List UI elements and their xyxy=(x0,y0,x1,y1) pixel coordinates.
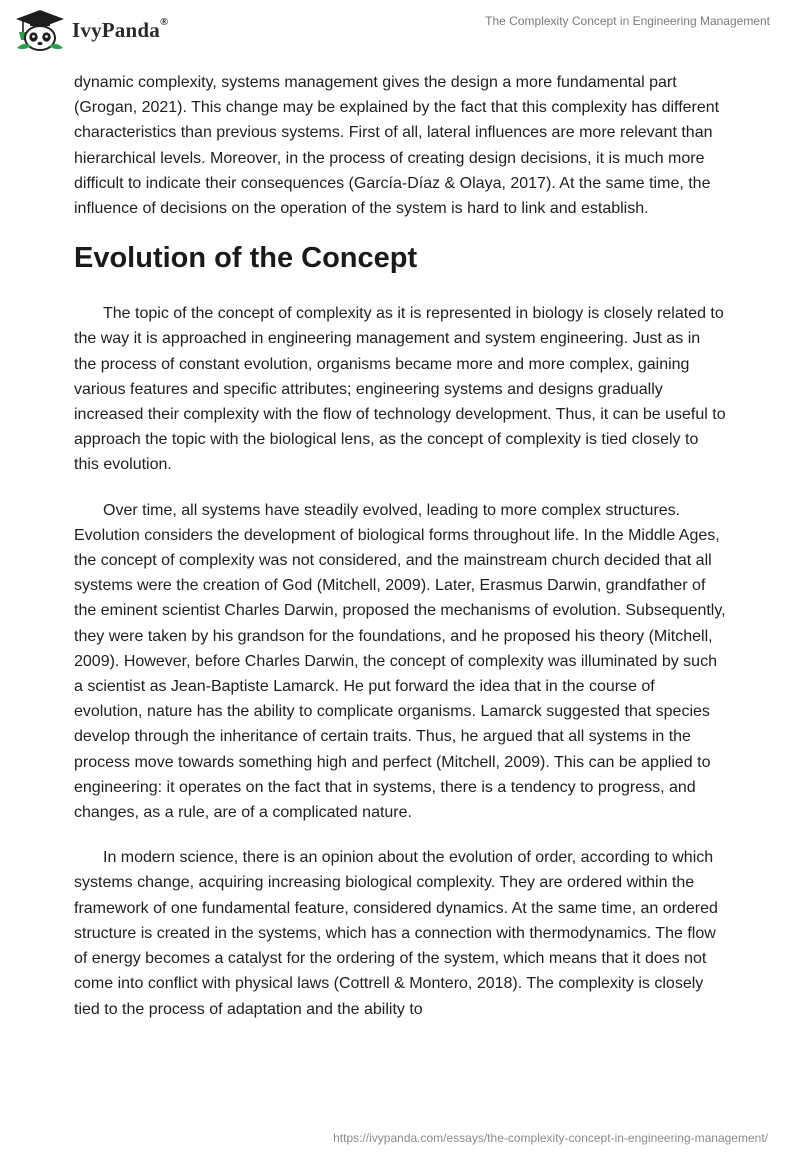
document-title: The Complexity Concept in Engineering Management xyxy=(485,14,770,28)
paragraph-1: The topic of the concept of complexity as it is represented in biology is closely related to the way it is approached in engineering management and system engineering. Just as in the process of constant evolution, organisms became more and more complex, gaining various features and specific attributes; engineering systems and designs gradually increased their complexity with the flow of technology development. Thus, it can be useful to approach the topic with the biological lens, as the concept of complexity is tied closely to this evolution. xyxy=(74,305,726,474)
panda-graduate-icon xyxy=(14,8,66,52)
essay-body xyxy=(74,70,726,1042)
source-url[interactable]: https://ivypanda.com/essays/the-complexity-concept-in-engineering-management/ xyxy=(333,1131,768,1145)
paragraph-2: Over time, all systems have steadily evolved, leading to more complex structures. Evolution considers the development of biological forms throughout life. In the Middle Ages, the concept of complexity was not considered, and the mainstream church decided that all systems were the creation of God (Mitchell, 2009). Later, Erasmus Darwin, grandfather of the eminent scientist Charles Darwin, proposed the mechanisms of evolution. Subsequently, they were taken by his grandson for the foundations, and he proposed his theory (Mitchell, 2009). However, before Charles Darwin, the concept of complexity was illuminated by such a scientist as Jean-Baptiste Lamarck. He put forward the idea that in the course of evolution, nature has the ability to complicate organisms. Lamarck suggested that species develop through the inheritance of certain traits. Thus, he argued that all systems in the process move towards something high and perfect (Mitchell, 2009). This can be applied to engineering: it operates on the fact that in systems, there is a tendency to progress, and changes, as a rule, are of a complicated nature. xyxy=(74,501,726,822)
logo-wordmark: IvyPanda® xyxy=(72,15,169,42)
section-heading: Evolution of the Concept xyxy=(74,242,418,275)
paragraph-intro: dynamic complexity, systems management gives the design a more fundamental part (Grogan, 2021). This change may be explained by the fact that this complexity has different characteristics than previous systems. First of all, lateral influences are more relevant than hierarchical levels. Moreover, in the process of creating design decisions, it is much more difficult to indicate their consequences (García-Díaz & Olaya, 2017). At the same time, the influence of decisions on the operation of the system is hard to link and establish. xyxy=(74,74,720,218)
ivypanda-logo[interactable] xyxy=(14,8,168,52)
paragraph-3: In modern science, there is an opinion about the evolution of order, according to which systems change, acquiring increasing biological complexity. They are ordered within the framework of one fundamental feature, considered dynamics. At the same time, an ordered structure is created in the systems, which has a connection with thermodynamics. The flow of energy becomes a catalyst for the ordering of the system, which means that it does not come into conflict with physical laws (Cottrell & Montero, 2018). The complexity is closely tied to the process of adaptation and the ability to xyxy=(74,849,718,1018)
page-header xyxy=(0,0,800,70)
